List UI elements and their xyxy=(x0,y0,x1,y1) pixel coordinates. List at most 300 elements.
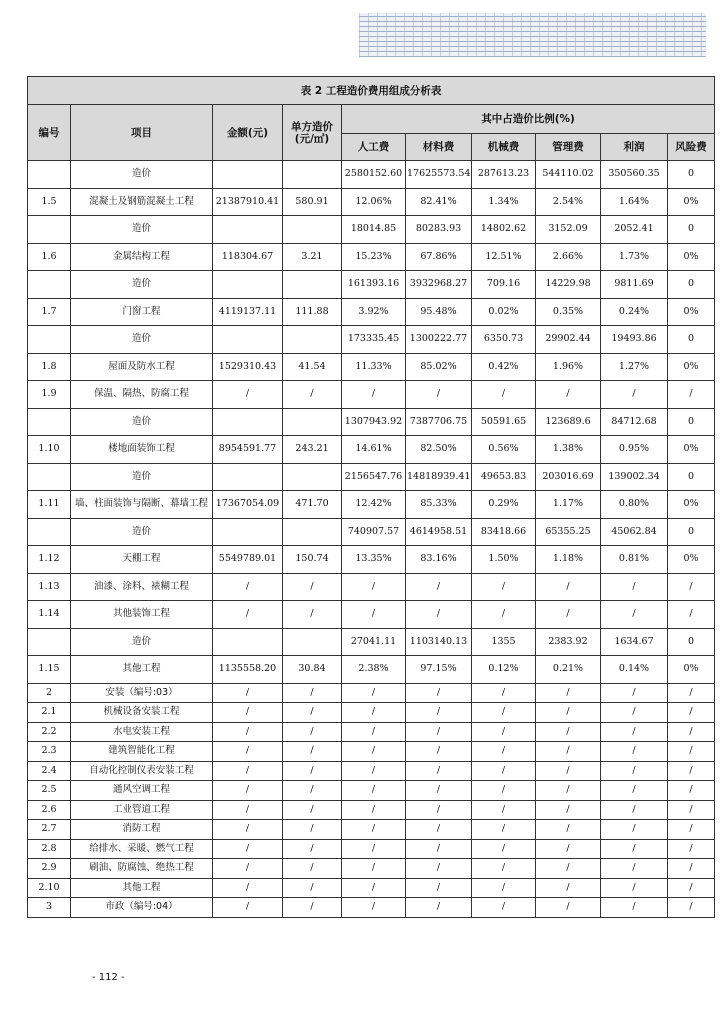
cell-profit: 1.64% xyxy=(601,188,668,216)
cell-material: / xyxy=(406,573,472,601)
cell-management: 2383.92 xyxy=(536,628,601,656)
cell-labor: 12.06% xyxy=(342,188,406,216)
cell-management: / xyxy=(536,381,601,409)
cell-amount: 1529310.43 xyxy=(213,353,283,381)
cell-machine: 0.12% xyxy=(472,656,536,684)
cell-item: 机械设备安装工程 xyxy=(71,703,213,723)
cell-management: 1.38% xyxy=(536,436,601,464)
cell-material: 67.86% xyxy=(406,243,472,271)
cell-risk: 0% xyxy=(668,243,715,271)
cell-unit: / xyxy=(283,601,342,629)
cell-labor: 173335.45 xyxy=(342,326,406,354)
cell-code: 2.7 xyxy=(28,820,71,840)
cell-machine: 14802.62 xyxy=(472,216,536,244)
cell-management: 1.96% xyxy=(536,353,601,381)
cell-machine: / xyxy=(472,722,536,742)
cell-risk: / xyxy=(668,839,715,859)
cell-code: 1.15 xyxy=(28,656,71,684)
cell-amount: / xyxy=(213,742,283,762)
table-row xyxy=(28,898,715,918)
cell-code: 2.4 xyxy=(28,761,71,781)
cell-item: 刷油、防腐蚀、绝热工程 xyxy=(71,859,213,879)
cell-risk: / xyxy=(668,381,715,409)
cell-risk: 0% xyxy=(668,298,715,326)
cell-labor: 13.35% xyxy=(342,546,406,574)
cell-labor: 27041.11 xyxy=(342,628,406,656)
cell-item: 其他工程 xyxy=(71,878,213,898)
cell-management: 203016.69 xyxy=(536,463,601,491)
cell-unit: / xyxy=(283,381,342,409)
cell-amount: 118304.67 xyxy=(213,243,283,271)
cell-material: / xyxy=(406,898,472,918)
cell-profit: / xyxy=(601,573,668,601)
cell-amount: 5549789.01 xyxy=(213,546,283,574)
cell-item: 安装（编号:03） xyxy=(71,683,213,703)
table-row xyxy=(28,436,715,464)
cell-management: 1.17% xyxy=(536,491,601,519)
cell-amount: / xyxy=(213,703,283,723)
cell-machine: / xyxy=(472,381,536,409)
cell-amount xyxy=(213,408,283,436)
cell-material: / xyxy=(406,683,472,703)
cell-code: 2.5 xyxy=(28,781,71,801)
table-row xyxy=(28,820,715,840)
cell-unit xyxy=(283,518,342,546)
cell-item: 油漆、涂料、裱糊工程 xyxy=(71,573,213,601)
cell-risk: / xyxy=(668,722,715,742)
cell-code: 2.6 xyxy=(28,800,71,820)
cell-amount: / xyxy=(213,722,283,742)
cell-material: 80283.93 xyxy=(406,216,472,244)
cell-profit: 0.95% xyxy=(601,436,668,464)
cell-amount xyxy=(213,326,283,354)
cell-amount xyxy=(213,518,283,546)
cell-machine: 0.29% xyxy=(472,491,536,519)
cell-code: 2.10 xyxy=(28,878,71,898)
cell-profit: 1634.67 xyxy=(601,628,668,656)
cell-labor: / xyxy=(342,722,406,742)
cell-item: 金属结构工程 xyxy=(71,243,213,271)
cell-management: 14229.98 xyxy=(536,271,601,299)
cell-unit xyxy=(283,271,342,299)
cell-profit: 9811.69 xyxy=(601,271,668,299)
cell-machine: / xyxy=(472,761,536,781)
cell-unit: 3.21 xyxy=(283,243,342,271)
table-row xyxy=(28,188,715,216)
cell-item: 混凝土及钢筋混凝土工程 xyxy=(71,188,213,216)
cell-machine: 6350.73 xyxy=(472,326,536,354)
cell-labor: / xyxy=(342,761,406,781)
cell-code: 1.11 xyxy=(28,491,71,519)
cell-management: 123689.6 xyxy=(536,408,601,436)
cell-amount: / xyxy=(213,781,283,801)
table-row xyxy=(28,601,715,629)
cell-item: 市政（编号:04） xyxy=(71,898,213,918)
cell-management: / xyxy=(536,781,601,801)
cell-management: / xyxy=(536,898,601,918)
cell-labor: / xyxy=(342,573,406,601)
cell-profit: / xyxy=(601,820,668,840)
cell-code xyxy=(28,271,71,299)
cell-profit: 84712.68 xyxy=(601,408,668,436)
cell-amount: / xyxy=(213,761,283,781)
cell-unit xyxy=(283,628,342,656)
cell-code: 1.9 xyxy=(28,381,71,409)
cell-amount: 8954591.77 xyxy=(213,436,283,464)
cell-material: 7387706.75 xyxy=(406,408,472,436)
cell-code: 1.10 xyxy=(28,436,71,464)
cell-machine: 12.51% xyxy=(472,243,536,271)
cell-labor: 12.42% xyxy=(342,491,406,519)
table-row xyxy=(28,683,715,703)
cell-profit: / xyxy=(601,898,668,918)
cell-amount xyxy=(213,463,283,491)
cell-item: 天棚工程 xyxy=(71,546,213,574)
table-row xyxy=(28,656,715,684)
cell-material: / xyxy=(406,800,472,820)
cell-risk: / xyxy=(668,781,715,801)
header-ratio-group: 其中占造价比例(%) xyxy=(342,105,715,134)
cell-unit: 580.91 xyxy=(283,188,342,216)
cell-machine: 1.34% xyxy=(472,188,536,216)
scan-stamp-pattern xyxy=(359,13,706,57)
cell-management: 0.21% xyxy=(536,656,601,684)
cell-machine: / xyxy=(472,573,536,601)
cell-amount: 17367054.09 xyxy=(213,491,283,519)
cell-labor: / xyxy=(342,839,406,859)
cell-item: 其他装饰工程 xyxy=(71,601,213,629)
cell-item: 保温、隔热、防腐工程 xyxy=(71,381,213,409)
cell-risk: 0 xyxy=(668,161,715,189)
cell-code xyxy=(28,408,71,436)
cell-material: 85.02% xyxy=(406,353,472,381)
cell-item: 造价 xyxy=(71,326,213,354)
cell-item: 造价 xyxy=(71,161,213,189)
table-row xyxy=(28,298,715,326)
cell-unit: / xyxy=(283,839,342,859)
cell-unit xyxy=(283,161,342,189)
cell-unit: / xyxy=(283,742,342,762)
table-row xyxy=(28,381,715,409)
cell-management: 29902.44 xyxy=(536,326,601,354)
cell-unit xyxy=(283,408,342,436)
table-row xyxy=(28,491,715,519)
cell-risk: 0 xyxy=(668,518,715,546)
table-body xyxy=(28,161,715,918)
cell-code: 1.12 xyxy=(28,546,71,574)
cell-risk: 0 xyxy=(668,463,715,491)
cell-labor: / xyxy=(342,859,406,879)
cell-labor: / xyxy=(342,898,406,918)
cell-item: 屋面及防水工程 xyxy=(71,353,213,381)
cell-risk: 0 xyxy=(668,628,715,656)
cell-amount: / xyxy=(213,573,283,601)
cell-machine: 0.42% xyxy=(472,353,536,381)
table-row xyxy=(28,573,715,601)
cell-machine: 709.16 xyxy=(472,271,536,299)
cell-item: 门窗工程 xyxy=(71,298,213,326)
cell-machine: 0.02% xyxy=(472,298,536,326)
table-row xyxy=(28,243,715,271)
table-row xyxy=(28,628,715,656)
cell-unit: 150.74 xyxy=(283,546,342,574)
header-code: 编号 xyxy=(28,105,71,161)
cell-unit: 41.54 xyxy=(283,353,342,381)
cell-amount: / xyxy=(213,898,283,918)
cell-machine: / xyxy=(472,859,536,879)
cell-material: 95.48% xyxy=(406,298,472,326)
cell-labor: / xyxy=(342,683,406,703)
cell-management: / xyxy=(536,573,601,601)
cell-material: / xyxy=(406,859,472,879)
cell-profit: 1.73% xyxy=(601,243,668,271)
table-row xyxy=(28,839,715,859)
cell-code: 3 xyxy=(28,898,71,918)
cell-labor: / xyxy=(342,381,406,409)
cell-amount: / xyxy=(213,820,283,840)
cell-risk: 0 xyxy=(668,408,715,436)
table-row xyxy=(28,800,715,820)
cell-code: 2.9 xyxy=(28,859,71,879)
cell-machine: / xyxy=(472,601,536,629)
cell-item: 造价 xyxy=(71,408,213,436)
cell-material: 1300222.77 xyxy=(406,326,472,354)
cell-unit: 243.21 xyxy=(283,436,342,464)
header-item: 项目 xyxy=(71,105,213,161)
cell-unit: / xyxy=(283,722,342,742)
header-management: 管理费 xyxy=(536,134,601,161)
table-row xyxy=(28,742,715,762)
cell-machine: 287613.23 xyxy=(472,161,536,189)
table-row xyxy=(28,271,715,299)
cell-machine: 83418.66 xyxy=(472,518,536,546)
cell-profit: / xyxy=(601,761,668,781)
cell-labor: / xyxy=(342,820,406,840)
table-row xyxy=(28,326,715,354)
table-row xyxy=(28,546,715,574)
cell-labor: 11.33% xyxy=(342,353,406,381)
cell-profit: 45062.84 xyxy=(601,518,668,546)
cell-risk: 0% xyxy=(668,546,715,574)
cell-code: 2 xyxy=(28,683,71,703)
cell-machine: / xyxy=(472,703,536,723)
cell-risk: / xyxy=(668,573,715,601)
cell-material: 83.16% xyxy=(406,546,472,574)
cell-machine: 0.56% xyxy=(472,436,536,464)
table-row xyxy=(28,878,715,898)
cell-material: 85.33% xyxy=(406,491,472,519)
cell-labor: / xyxy=(342,878,406,898)
cell-labor: / xyxy=(342,742,406,762)
cell-item: 工业管道工程 xyxy=(71,800,213,820)
cell-code: 1.5 xyxy=(28,188,71,216)
cell-unit: / xyxy=(283,573,342,601)
cell-labor: / xyxy=(342,781,406,801)
header-risk: 风险费 xyxy=(668,134,715,161)
cell-risk: 0% xyxy=(668,188,715,216)
cell-code: 1.14 xyxy=(28,601,71,629)
header-machine: 机械费 xyxy=(472,134,536,161)
cell-risk: / xyxy=(668,800,715,820)
cell-profit: 2052.41 xyxy=(601,216,668,244)
header-profit: 利润 xyxy=(601,134,668,161)
cell-amount: 4119137.11 xyxy=(213,298,283,326)
cell-profit: / xyxy=(601,742,668,762)
cell-material: / xyxy=(406,381,472,409)
cell-material: 82.50% xyxy=(406,436,472,464)
cell-management: / xyxy=(536,878,601,898)
cell-item: 造价 xyxy=(71,518,213,546)
table-row xyxy=(28,161,715,189)
header-amount: 金额(元) xyxy=(213,105,283,161)
table-row xyxy=(28,722,715,742)
cell-item: 其他工程 xyxy=(71,656,213,684)
cell-risk: / xyxy=(668,898,715,918)
header-material: 材料费 xyxy=(406,134,472,161)
cell-amount: / xyxy=(213,878,283,898)
cell-risk: / xyxy=(668,601,715,629)
cell-risk: / xyxy=(668,820,715,840)
cell-code: 1.6 xyxy=(28,243,71,271)
table-title: 表 2 工程造价费用组成分析表 xyxy=(28,77,715,105)
cell-unit: / xyxy=(283,898,342,918)
cell-code: 2.3 xyxy=(28,742,71,762)
cell-labor: / xyxy=(342,800,406,820)
cell-unit: 471.70 xyxy=(283,491,342,519)
cell-machine: / xyxy=(472,742,536,762)
cell-machine: 49653.83 xyxy=(472,463,536,491)
cell-labor: 161393.16 xyxy=(342,271,406,299)
cell-material: / xyxy=(406,820,472,840)
page-number: - 112 - xyxy=(92,972,125,983)
cell-material: / xyxy=(406,601,472,629)
cell-management: / xyxy=(536,839,601,859)
table-row xyxy=(28,518,715,546)
cell-management: / xyxy=(536,722,601,742)
cell-machine: / xyxy=(472,878,536,898)
cell-profit: / xyxy=(601,722,668,742)
cell-amount xyxy=(213,216,283,244)
table-row xyxy=(28,781,715,801)
cell-code xyxy=(28,518,71,546)
cell-labor: / xyxy=(342,703,406,723)
table-row xyxy=(28,408,715,436)
cell-risk: 0% xyxy=(668,436,715,464)
cell-machine: / xyxy=(472,820,536,840)
cell-management: 2.66% xyxy=(536,243,601,271)
cell-profit: 0.14% xyxy=(601,656,668,684)
cell-item: 自动化控制仪表安装工程 xyxy=(71,761,213,781)
cell-material: / xyxy=(406,742,472,762)
cell-material: / xyxy=(406,722,472,742)
cell-profit: / xyxy=(601,683,668,703)
cell-risk: 0% xyxy=(668,656,715,684)
cell-unit: / xyxy=(283,703,342,723)
cell-profit: / xyxy=(601,800,668,820)
cell-profit: / xyxy=(601,878,668,898)
table-row xyxy=(28,761,715,781)
cell-machine: / xyxy=(472,839,536,859)
cell-labor: 14.61% xyxy=(342,436,406,464)
cell-code xyxy=(28,463,71,491)
cell-unit: / xyxy=(283,800,342,820)
cell-code: 1.7 xyxy=(28,298,71,326)
cell-item: 建筑智能化工程 xyxy=(71,742,213,762)
cell-amount: / xyxy=(213,839,283,859)
cell-labor: 1307943.92 xyxy=(342,408,406,436)
cell-risk: / xyxy=(668,859,715,879)
cell-machine: / xyxy=(472,898,536,918)
cell-risk: / xyxy=(668,683,715,703)
cell-code: 2.2 xyxy=(28,722,71,742)
cell-amount: 1135558.20 xyxy=(213,656,283,684)
cell-item: 造价 xyxy=(71,271,213,299)
cell-unit: / xyxy=(283,820,342,840)
cell-code xyxy=(28,628,71,656)
cell-labor: 3.92% xyxy=(342,298,406,326)
cell-machine: 1.50% xyxy=(472,546,536,574)
cell-material: 3932968.27 xyxy=(406,271,472,299)
cell-risk: 0% xyxy=(668,353,715,381)
cell-profit: / xyxy=(601,859,668,879)
cell-labor: 18014.85 xyxy=(342,216,406,244)
cell-code: 2.8 xyxy=(28,839,71,859)
cell-unit: / xyxy=(283,781,342,801)
cell-amount xyxy=(213,161,283,189)
cell-code xyxy=(28,326,71,354)
table-row xyxy=(28,463,715,491)
cell-unit xyxy=(283,216,342,244)
cell-amount: / xyxy=(213,800,283,820)
cell-unit: / xyxy=(283,878,342,898)
table-row xyxy=(28,353,715,381)
cell-unit xyxy=(283,463,342,491)
cell-management: / xyxy=(536,703,601,723)
cell-management: 2.54% xyxy=(536,188,601,216)
cell-profit: / xyxy=(601,781,668,801)
cell-item: 水电安装工程 xyxy=(71,722,213,742)
cell-labor: 2580152.60 xyxy=(342,161,406,189)
cell-material: / xyxy=(406,761,472,781)
cell-management: / xyxy=(536,761,601,781)
cell-item: 造价 xyxy=(71,216,213,244)
cell-material: 17625573.54 xyxy=(406,161,472,189)
cell-profit: 0.80% xyxy=(601,491,668,519)
cell-management: / xyxy=(536,800,601,820)
cell-risk: / xyxy=(668,878,715,898)
cell-unit xyxy=(283,326,342,354)
cell-management: / xyxy=(536,742,601,762)
cell-code: 1.8 xyxy=(28,353,71,381)
cell-amount: 21387910.41 xyxy=(213,188,283,216)
table-row xyxy=(28,216,715,244)
cell-risk: 0% xyxy=(668,491,715,519)
cell-item: 楼地面装饰工程 xyxy=(71,436,213,464)
header-unit-cost: 单方造价(元/㎡) xyxy=(283,105,342,161)
cell-labor: 15.23% xyxy=(342,243,406,271)
cell-management: / xyxy=(536,683,601,703)
cell-item: 墙、柱面装饰与隔断、幕墙工程 xyxy=(71,491,213,519)
cell-item: 通风空调工程 xyxy=(71,781,213,801)
cell-material: 97.15% xyxy=(406,656,472,684)
cell-risk: 0 xyxy=(668,216,715,244)
cell-management: / xyxy=(536,601,601,629)
cell-risk: / xyxy=(668,742,715,762)
cell-machine: / xyxy=(472,781,536,801)
cell-item: 消防工程 xyxy=(71,820,213,840)
cell-profit: 0.24% xyxy=(601,298,668,326)
cell-profit: / xyxy=(601,703,668,723)
